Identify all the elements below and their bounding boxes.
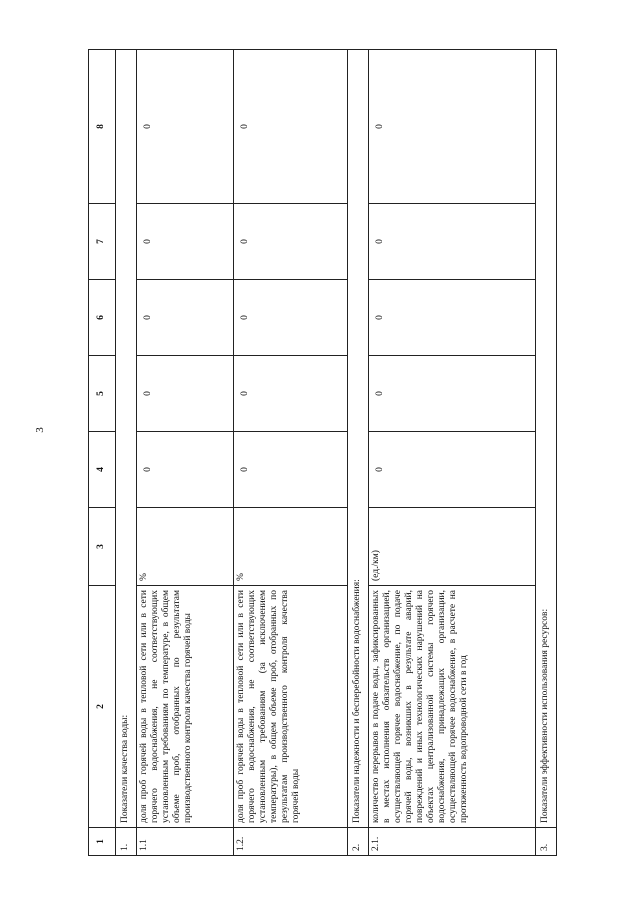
- row-value: 0: [137, 50, 234, 204]
- row-description: доля проб горячей воды в тепловой сети или в сети горячего водоснабжения, не соответствующих установленным требованиям по температуре, в общем объеме проб, отобранных по результатам производственного контроля качества горячей воды: [137, 586, 234, 828]
- header-cell-4: 4: [89, 432, 116, 508]
- row-number: 1.2.: [233, 828, 347, 856]
- header-cell-3: 3: [89, 508, 116, 586]
- header-cell-7: 7: [89, 204, 116, 280]
- header-cell-8: 8: [89, 50, 116, 204]
- section-number: 1.: [116, 828, 137, 856]
- row-value: 0: [233, 204, 347, 280]
- table-row: [137, 50, 234, 856]
- row-value: 0: [233, 280, 347, 356]
- row-unit: %: [233, 508, 347, 586]
- row-unit: %: [137, 508, 234, 586]
- row-value: 0: [233, 50, 347, 204]
- row-unit: (ед./км): [368, 508, 535, 586]
- header-cell-1: 1: [89, 828, 116, 856]
- row-value: 0: [368, 356, 535, 432]
- row-value: 0: [233, 432, 347, 508]
- header-row: [89, 50, 116, 856]
- row-number: 1.1: [137, 828, 234, 856]
- indicators-table: [88, 49, 557, 856]
- rotated-table-container: [88, 50, 557, 856]
- section-number: 2.: [347, 828, 368, 856]
- header-cell-2: 2: [89, 586, 116, 828]
- page-number: 3: [34, 427, 46, 433]
- row-value: 0: [137, 280, 234, 356]
- section-title: Показатели надежности и бесперебойности водоснабжения:: [347, 50, 368, 828]
- row-description: количество перерывов в подаче воды, зафиксированных в местах исполнения обязательств организацией, осуществляющей горячее водоснабжение, по подаче горячей воды, возникших в результате аварий, повреждений и иных технологических нарушений на объектах централизованной системы горячего водоснабжения, принадлежащих организации, осуществляющей горячее водоснабжение, в расчете на протяженность водопроводной сети в год: [368, 586, 535, 828]
- section-row-efficiency: [536, 50, 557, 856]
- section-title: Показатели качества воды:: [116, 50, 137, 828]
- section-row-reliability: [347, 50, 368, 856]
- section-number: 3.: [536, 828, 557, 856]
- row-value: 0: [368, 280, 535, 356]
- table-row: [368, 50, 535, 856]
- row-description: доля проб горячей воды в тепловой сети или в сети горячего водоснабжения, не соответствующих установленным требованиям (за исключением температуры), в общем объеме проб, отобранных по результатам производственного контроля качества горячей воды: [233, 586, 347, 828]
- row-value: 0: [137, 432, 234, 508]
- row-value: 0: [368, 204, 535, 280]
- header-cell-5: 5: [89, 356, 116, 432]
- table-row: [233, 50, 347, 856]
- row-number: 2.1.: [368, 828, 535, 856]
- row-value: 0: [137, 356, 234, 432]
- header-cell-6: 6: [89, 280, 116, 356]
- section-title: Показатели эффективности использования ресурсов:: [536, 50, 557, 828]
- row-value: 0: [137, 204, 234, 280]
- row-value: 0: [233, 356, 347, 432]
- section-row-quality: [116, 50, 137, 856]
- row-value: 0: [368, 50, 535, 204]
- row-value: 0: [368, 432, 535, 508]
